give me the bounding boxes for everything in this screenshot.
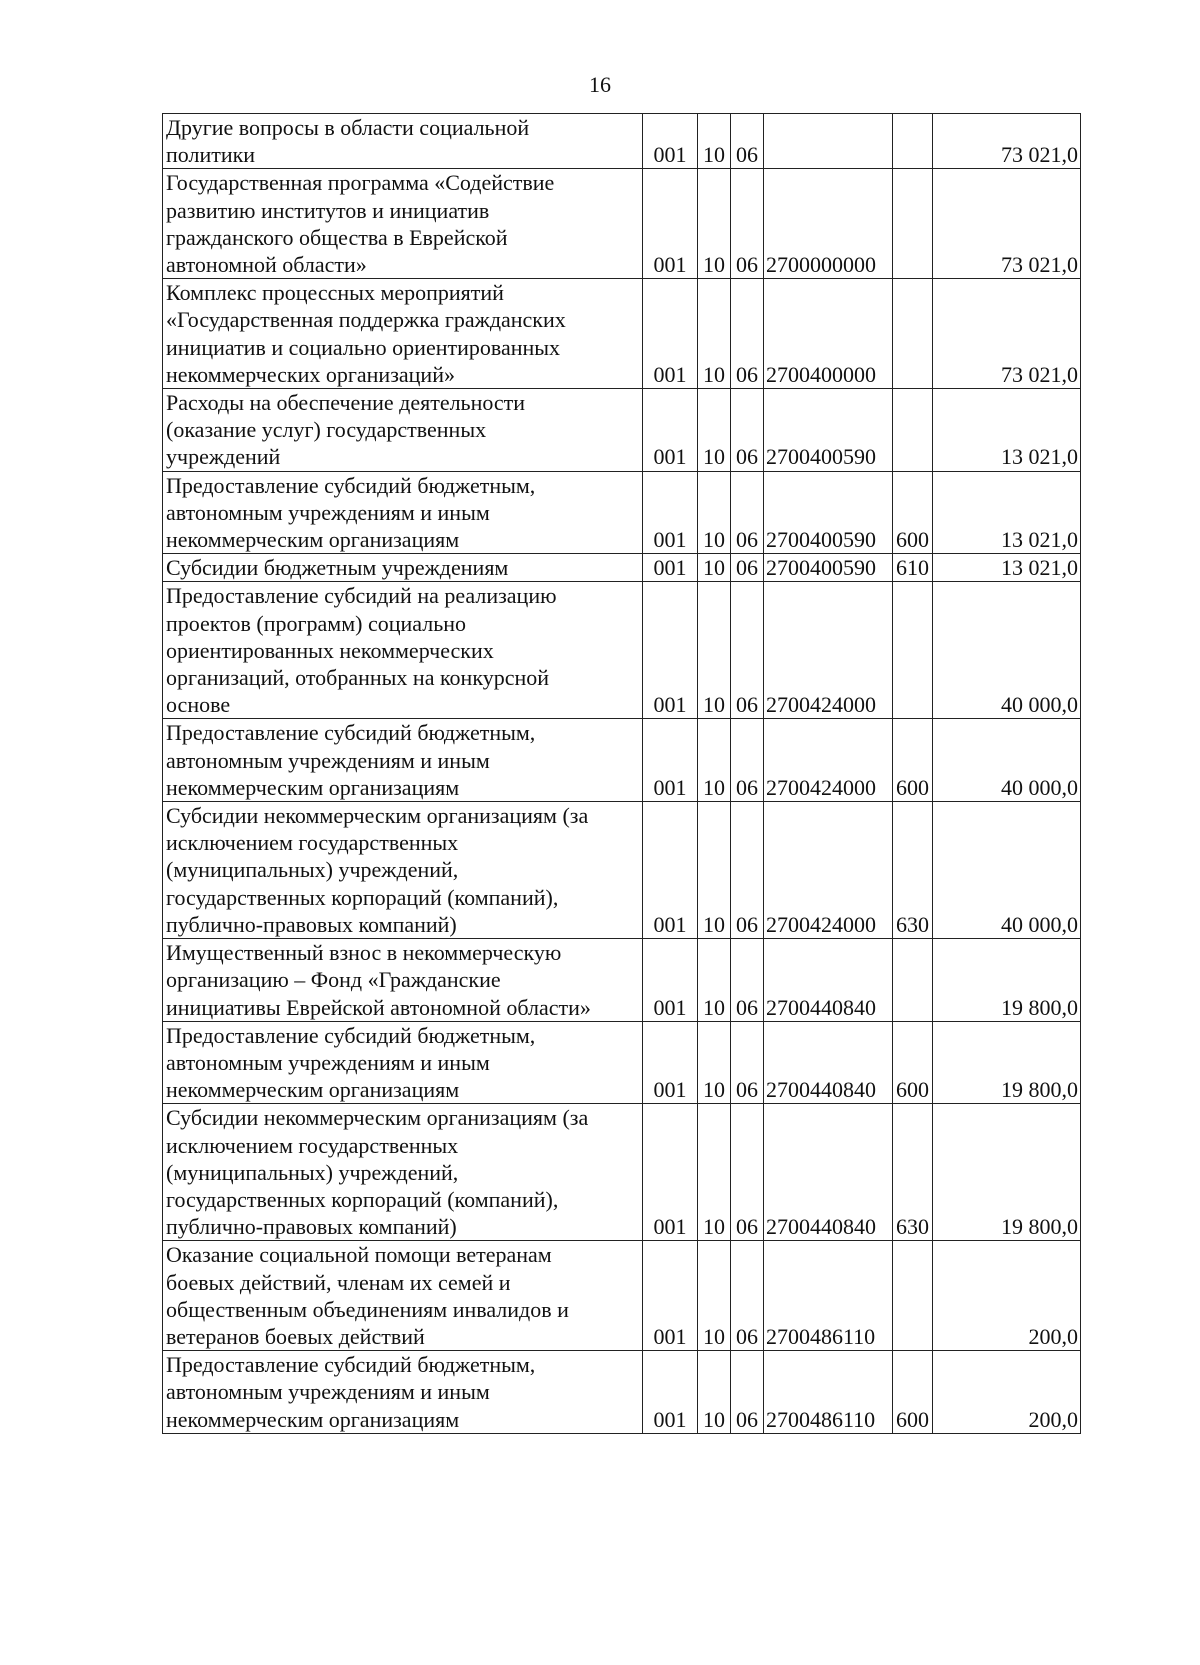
- section-code-cell: 10: [698, 939, 731, 1022]
- expense-type-cell: [893, 169, 933, 279]
- department-code-cell: 001: [643, 1021, 698, 1104]
- amount-cell: 19 800,0: [933, 939, 1081, 1022]
- item-name-line: (муниципальных) учреждений,: [166, 857, 459, 883]
- subsection-code-cell: 06: [731, 1351, 764, 1434]
- item-name-line: гражданского общества в Еврейской: [166, 224, 508, 250]
- item-name-line: Предоставление субсидий бюджетным,: [166, 720, 536, 746]
- expense-type-cell: 600: [893, 1021, 933, 1104]
- subsection-code-cell: 06: [731, 582, 764, 719]
- budget-table-body: [163, 114, 1081, 1434]
- table-row: [163, 279, 1081, 389]
- item-name-line: развитию институтов и инициатив: [166, 197, 490, 223]
- expense-type-cell: 630: [893, 1104, 933, 1241]
- item-name-cell: [163, 114, 643, 169]
- subsection-code-cell: 06: [731, 1021, 764, 1104]
- target-article-cell: 2700400000: [764, 279, 893, 389]
- section-code-cell: 10: [698, 719, 731, 802]
- item-name-cell: [163, 1241, 643, 1351]
- item-name-line: исключением государственных: [166, 830, 459, 856]
- item-name-line: некоммерческим организациям: [166, 1406, 460, 1432]
- target-article-cell: 2700440840: [764, 1104, 893, 1241]
- table-row: [163, 1351, 1081, 1434]
- target-article-cell: 2700486110: [764, 1241, 893, 1351]
- item-name-cell: [163, 279, 643, 389]
- item-name-line: государственных корпораций (компаний),: [166, 884, 559, 910]
- section-code-cell: 10: [698, 389, 731, 472]
- item-name-line: Субсидии некоммерческим организациям (за: [166, 803, 589, 829]
- item-name-line: Государственная программа «Содействие: [166, 170, 555, 196]
- section-code-cell: 10: [698, 114, 731, 169]
- item-name-cell: [163, 1104, 643, 1241]
- section-code-cell: 10: [698, 1351, 731, 1434]
- subsection-code-cell: 06: [731, 471, 764, 554]
- target-article-cell: 2700440840: [764, 1021, 893, 1104]
- item-name-line: некоммерческим организациям: [166, 1077, 460, 1103]
- expense-type-cell: [893, 114, 933, 169]
- item-name-line: (муниципальных) учреждений,: [166, 1159, 459, 1185]
- subsection-code-cell: 06: [731, 1241, 764, 1351]
- section-code-cell: 10: [698, 169, 731, 279]
- item-name-cell: [163, 719, 643, 802]
- table-row: [163, 1241, 1081, 1351]
- item-name-line: Имущественный взнос в некоммерческую: [166, 940, 562, 966]
- item-name-line: Предоставление субсидий бюджетным,: [166, 1022, 536, 1048]
- item-name-line: проектов (программ) социально: [166, 610, 467, 636]
- amount-cell: 13 021,0: [933, 554, 1081, 582]
- target-article-cell: 2700440840: [764, 939, 893, 1022]
- item-name-line: государственных корпораций (компаний),: [166, 1186, 559, 1212]
- table-row: [163, 554, 1081, 582]
- target-article-cell: 2700400590: [764, 389, 893, 472]
- department-code-cell: 001: [643, 1104, 698, 1241]
- budget-table: [162, 113, 1081, 1434]
- subsection-code-cell: 06: [731, 719, 764, 802]
- item-name-line: автономным учреждениям и иным: [166, 1379, 490, 1405]
- target-article-cell: 2700424000: [764, 582, 893, 719]
- section-code-cell: 10: [698, 1241, 731, 1351]
- department-code-cell: 001: [643, 719, 698, 802]
- section-code-cell: 10: [698, 554, 731, 582]
- department-code-cell: 001: [643, 1241, 698, 1351]
- target-article-cell: [764, 114, 893, 169]
- section-code-cell: 10: [698, 802, 731, 939]
- department-code-cell: 001: [643, 279, 698, 389]
- department-code-cell: 001: [643, 389, 698, 472]
- subsection-code-cell: 06: [731, 554, 764, 582]
- department-code-cell: 001: [643, 114, 698, 169]
- item-name-line: Оказание социальной помощи ветеранам: [166, 1242, 552, 1268]
- item-name-line: ветеранов боевых действий: [166, 1323, 425, 1349]
- item-name-cell: [163, 802, 643, 939]
- item-name-line: Другие вопросы в области социальной: [166, 115, 530, 140]
- department-code-cell: 001: [643, 554, 698, 582]
- department-code-cell: 001: [643, 802, 698, 939]
- target-article-cell: 2700400590: [764, 471, 893, 554]
- item-name-line: некоммерческим организациям: [166, 527, 460, 553]
- expense-type-cell: 600: [893, 1351, 933, 1434]
- department-code-cell: 001: [643, 582, 698, 719]
- department-code-cell: 001: [643, 169, 698, 279]
- item-name-line: автономным учреждениям и иным: [166, 747, 490, 773]
- target-article-cell: 2700424000: [764, 719, 893, 802]
- item-name-line: боевых действий, членам их семей и: [166, 1269, 511, 1295]
- item-name-line: Субсидии бюджетным учреждениям: [166, 555, 509, 581]
- item-name-line: организацию – Фонд «Гражданские: [166, 967, 501, 993]
- item-name-cell: [163, 1351, 643, 1434]
- section-code-cell: 10: [698, 279, 731, 389]
- item-name-line: учреждений: [166, 444, 281, 470]
- department-code-cell: 001: [643, 939, 698, 1022]
- item-name-line: Комплекс процессных мероприятий: [166, 280, 504, 306]
- item-name-line: Предоставление субсидий бюджетным,: [166, 472, 536, 498]
- amount-cell: 40 000,0: [933, 582, 1081, 719]
- subsection-code-cell: 06: [731, 279, 764, 389]
- item-name-line: общественным объединениям инвалидов и: [166, 1296, 569, 1322]
- item-name-line: Предоставление субсидий на реализацию: [166, 583, 557, 609]
- expense-type-cell: 600: [893, 719, 933, 802]
- item-name-line: ориентированных некоммерческих: [166, 637, 494, 663]
- table-row: [163, 1104, 1081, 1241]
- amount-cell: 40 000,0: [933, 719, 1081, 802]
- item-name-line: Предоставление субсидий бюджетным,: [166, 1352, 536, 1378]
- item-name-cell: [163, 389, 643, 472]
- item-name-cell: [163, 471, 643, 554]
- section-code-cell: 10: [698, 1021, 731, 1104]
- amount-cell: 73 021,0: [933, 169, 1081, 279]
- item-name-cell: [163, 169, 643, 279]
- target-article-cell: 2700000000: [764, 169, 893, 279]
- amount-cell: 13 021,0: [933, 389, 1081, 472]
- item-name-line: автономной области»: [166, 252, 367, 278]
- expense-type-cell: [893, 939, 933, 1022]
- item-name-line: инициатив и социально ориентированных: [166, 334, 561, 360]
- amount-cell: 73 021,0: [933, 279, 1081, 389]
- department-code-cell: 001: [643, 1351, 698, 1434]
- expense-type-cell: [893, 279, 933, 389]
- subsection-code-cell: 06: [731, 802, 764, 939]
- item-name-line: основе: [166, 692, 231, 718]
- table-row: [163, 802, 1081, 939]
- item-name-line: Расходы на обеспечение деятельности: [166, 390, 526, 416]
- item-name-cell: [163, 582, 643, 719]
- item-name-line: инициативы Еврейской автономной области»: [166, 994, 591, 1020]
- item-name-cell: [163, 939, 643, 1022]
- expense-type-cell: [893, 1241, 933, 1351]
- item-name-line: (оказание услуг) государственных: [166, 417, 487, 443]
- subsection-code-cell: 06: [731, 1104, 764, 1241]
- amount-cell: 200,0: [933, 1241, 1081, 1351]
- section-code-cell: 10: [698, 1104, 731, 1241]
- item-name-line: «Государственная поддержка гражданских: [166, 307, 566, 333]
- table-row: [163, 169, 1081, 279]
- item-name-line: автономным учреждениям и иным: [166, 499, 490, 525]
- item-name-line: автономным учреждениям и иным: [166, 1049, 490, 1075]
- item-name-line: публично-правовых компаний): [166, 911, 457, 937]
- subsection-code-cell: 06: [731, 114, 764, 169]
- amount-cell: 13 021,0: [933, 471, 1081, 554]
- item-name-line: публично-правовых компаний): [166, 1214, 457, 1240]
- subsection-code-cell: 06: [731, 939, 764, 1022]
- item-name-cell: [163, 554, 643, 582]
- table-row: [163, 114, 1081, 169]
- table-row: [163, 389, 1081, 472]
- page-number: 16: [589, 72, 611, 97]
- table-row: [163, 582, 1081, 719]
- amount-cell: 19 800,0: [933, 1104, 1081, 1241]
- item-name-line: исключением государственных: [166, 1132, 459, 1158]
- item-name-cell: [163, 1021, 643, 1104]
- expense-type-cell: 610: [893, 554, 933, 582]
- table-row: [163, 1021, 1081, 1104]
- expense-type-cell: 630: [893, 802, 933, 939]
- item-name-line: организаций, отобранных на конкурсной: [166, 665, 550, 691]
- amount-cell: 73 021,0: [933, 114, 1081, 169]
- expense-type-cell: [893, 389, 933, 472]
- table-row: [163, 719, 1081, 802]
- expense-type-cell: [893, 582, 933, 719]
- expense-type-cell: 600: [893, 471, 933, 554]
- item-name-line: некоммерческим организациям: [166, 774, 460, 800]
- item-name-line: Субсидии некоммерческим организациям (за: [166, 1105, 589, 1131]
- amount-cell: 200,0: [933, 1351, 1081, 1434]
- amount-cell: 40 000,0: [933, 802, 1081, 939]
- subsection-code-cell: 06: [731, 169, 764, 279]
- table-row: [163, 471, 1081, 554]
- table-row: [163, 939, 1081, 1022]
- target-article-cell: 2700486110: [764, 1351, 893, 1434]
- subsection-code-cell: 06: [731, 389, 764, 472]
- amount-cell: 19 800,0: [933, 1021, 1081, 1104]
- item-name-line: некоммерческих организаций»: [166, 361, 455, 387]
- department-code-cell: 001: [643, 471, 698, 554]
- item-name-line: политики: [166, 142, 256, 168]
- target-article-cell: 2700400590: [764, 554, 893, 582]
- section-code-cell: 10: [698, 582, 731, 719]
- section-code-cell: 10: [698, 471, 731, 554]
- target-article-cell: 2700424000: [764, 802, 893, 939]
